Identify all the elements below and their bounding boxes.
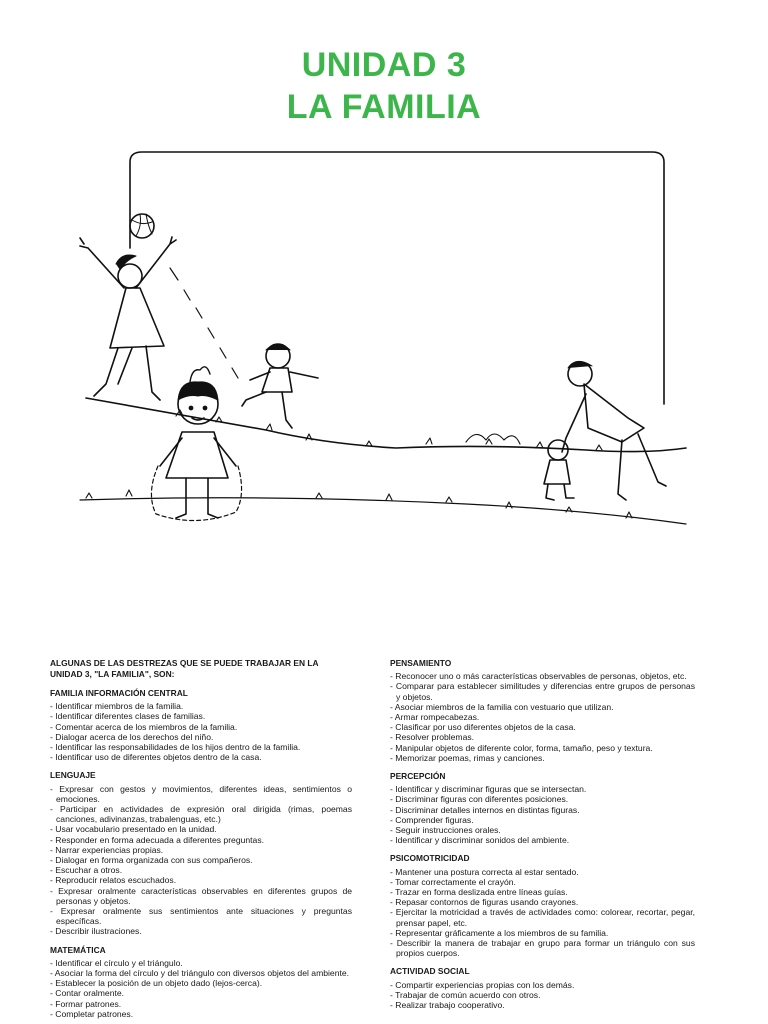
list-item: - Resolver problemas. xyxy=(390,732,695,742)
list-item: - Ejercitar la motricidad a través de actividades como: colorear, recortar, pegar, prensar papel, etc. xyxy=(390,907,695,927)
intro-heading xyxy=(50,658,352,680)
list-item: - Contar oralmente. xyxy=(50,988,352,998)
list-item: - Dialogar acerca de los derechos del niño. xyxy=(50,732,352,742)
list-item: - Expresar oralmente sus sentimientos ante situaciones y preguntas específicas. xyxy=(50,906,352,926)
list-item: - Representar gráficamente a los miembros de su familia. xyxy=(390,928,695,938)
list-item: - Completar patrones. xyxy=(50,1009,352,1019)
list-item: - Asociar miembros de la familia con vestuario que utilizan. xyxy=(390,702,695,712)
intro-line-2: UNIDAD 3, "LA FAMILIA", SON: xyxy=(50,669,175,679)
list-item: - Identificar diferentes clases de familias. xyxy=(50,711,352,721)
page-title: LA FAMILIA xyxy=(286,88,482,126)
list-item: - Repasar contornos de figuras usando crayones. xyxy=(390,897,695,907)
list-item: - Seguir instrucciones orales. xyxy=(390,825,695,835)
ground-front xyxy=(80,498,686,524)
list-item: - Armar rompecabezas. xyxy=(390,712,695,722)
ball-icon xyxy=(130,214,154,238)
list-item: - Identificar y discriminar sonidos del ambiente. xyxy=(390,835,695,845)
list-psicomotricidad xyxy=(390,867,695,959)
list-item: - Identificar las responsabilidades de los hijos dentro de la familia. xyxy=(50,742,352,752)
section-heading-lenguaje: LENGUAJE xyxy=(50,770,96,781)
ground-line xyxy=(86,398,686,452)
section-heading-social: ACTIVIDAD SOCIAL xyxy=(390,966,470,977)
list-item: - Asociar la forma del círculo y del triángulo con diversos objetos del ambiente. xyxy=(50,968,352,978)
intro-line-1: ALGUNAS DE LAS DESTREZAS QUE SE PUEDE TRABAJAR EN LA xyxy=(50,658,319,668)
grass-front xyxy=(86,490,632,518)
list-item: - Trazar en forma deslizada entre líneas guías. xyxy=(390,887,695,897)
list-item: - Reconocer uno o más características observables de personas, objetos, etc. xyxy=(390,671,695,681)
list-item: - Identificar uso de diferentes objetos dentro de la casa. xyxy=(50,752,352,762)
mother-figure xyxy=(80,237,176,400)
list-item: - Clasificar por uso diferentes objetos de la casa. xyxy=(390,722,695,732)
list-item: - Comparar para establecer similitudes y diferencias entre grupos de personas y objetos. xyxy=(390,681,695,701)
left-column xyxy=(50,658,352,1019)
section-heading-psicomotricidad: PSICOMOTRICIDAD xyxy=(390,853,470,864)
section-heading-familia: FAMILIA INFORMACIÓN CENTRAL xyxy=(50,688,188,698)
list-item: - Participar en actividades de expresión oral dirigida (rimas, poemas canciones, adivinanzas, trabalenguas, etc.) xyxy=(50,804,352,824)
list-item: - Identificar el círculo y el triángulo. xyxy=(50,958,352,968)
list-item: - Trabajar de común acuerdo con otros. xyxy=(390,990,695,1000)
list-item: - Describir ilustraciones. xyxy=(50,926,352,936)
list-item: - Discriminar detalles internos en distintas figuras. xyxy=(390,805,695,815)
jump-rope xyxy=(151,466,241,521)
list-familia xyxy=(50,701,352,762)
bush xyxy=(466,434,520,444)
list-item: - Establecer la posición de un objeto dado (lejos-cerca). xyxy=(50,978,352,988)
list-lenguaje xyxy=(50,784,352,937)
list-item: - Comentar acerca de los miembros de la familia. xyxy=(50,722,352,732)
section-heading-percepcion: PERCEPCIÓN xyxy=(390,771,446,782)
list-item: - Compartir experiencias propias con los demás. xyxy=(390,980,695,990)
list-item: - Usar vocabulario presentado en la unidad. xyxy=(50,824,352,834)
list-item: - Expresar con gestos y movimientos, diferentes ideas, sentimientos o emociones. xyxy=(50,784,352,804)
list-item: - Identificar y discriminar figuras que se intersectan. xyxy=(390,784,695,794)
list-item: - Manipular objetos de diferente color, forma, tamaño, peso y textura. xyxy=(390,743,695,753)
list-matematica xyxy=(50,958,352,1019)
grass-back xyxy=(176,410,602,450)
list-item: - Expresar oralmente características observables en diferentes grupos de personas y objetos. xyxy=(50,886,352,906)
list-item: - Realizar trabajo cooperativo. xyxy=(390,1000,695,1010)
ball-trajectory xyxy=(170,268,238,378)
section-heading-pensamiento: PENSAMIENTO xyxy=(390,658,452,668)
section-heading-matematica: MATEMÁTICA xyxy=(50,944,106,955)
list-item: - Formar patrones. xyxy=(50,999,352,1009)
list-item: - Identificar miembros de la familia. xyxy=(50,701,352,711)
list-social xyxy=(390,980,695,1011)
list-item: - Discriminar figuras con diferentes posiciones. xyxy=(390,794,695,804)
family-illustration xyxy=(66,148,706,538)
list-item: - Dialogar en forma organizada con sus compañeros. xyxy=(50,855,352,865)
unit-title: UNIDAD 3 xyxy=(301,46,467,84)
boy-figure xyxy=(242,344,318,428)
father-figure xyxy=(562,361,666,500)
list-percepcion xyxy=(390,784,695,845)
list-item: - Narrar experiencias propias. xyxy=(50,845,352,855)
list-item: - Describir la manera de trabajar en grupo para formar un triángulo con sus propios cuerpos. xyxy=(390,938,695,958)
list-item: - Tomar correctamente el crayón. xyxy=(390,877,695,887)
title-block xyxy=(0,44,768,128)
list-item: - Escuchar a otros. xyxy=(50,865,352,875)
list-pensamiento xyxy=(390,671,695,763)
right-column xyxy=(390,658,695,1010)
list-item: - Memorizar poemas, rimas y canciones. xyxy=(390,753,695,763)
list-item: - Reproducir relatos escuchados. xyxy=(50,875,352,885)
list-item: - Mantener una postura correcta al estar sentado. xyxy=(390,867,695,877)
list-item: - Comprender figuras. xyxy=(390,815,695,825)
list-item: - Responder en forma adecuada a diferentes preguntas. xyxy=(50,835,352,845)
